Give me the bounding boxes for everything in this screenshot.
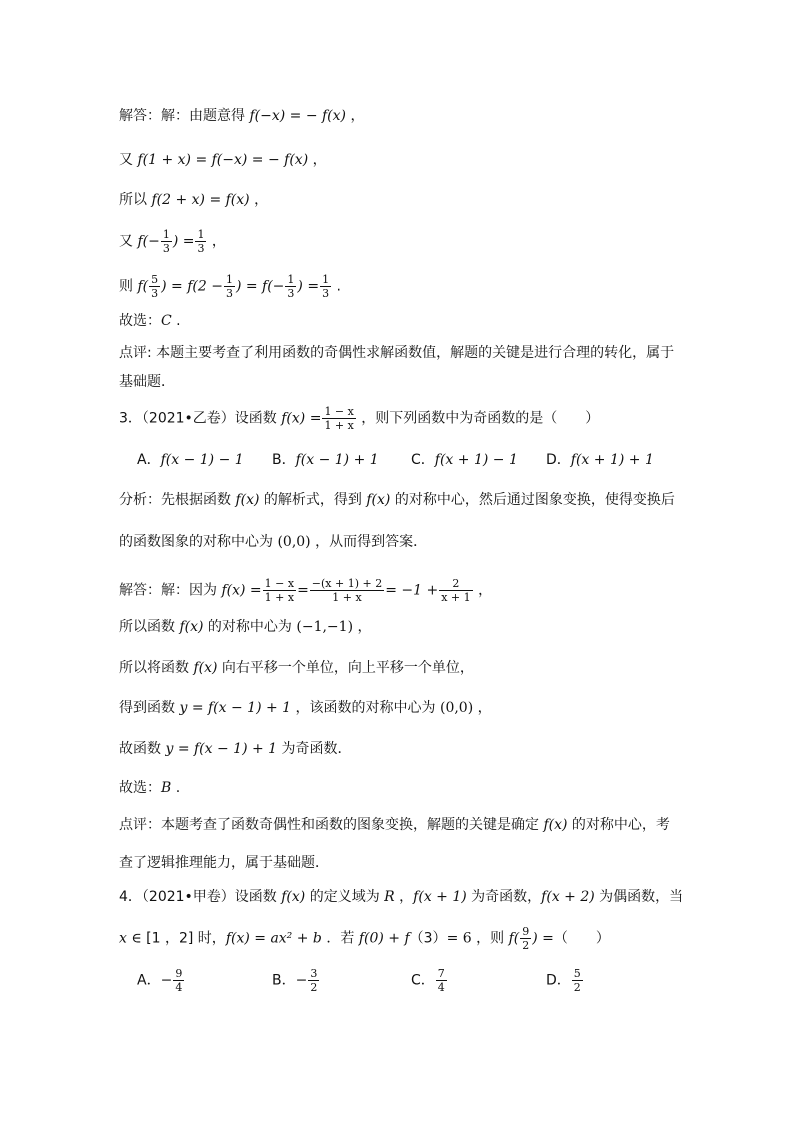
- comment-line-1: 点评: 本题主要考查了利用函数的奇偶性求解函数值，解题的关键是进行合理的转化，属于: [119, 345, 675, 361]
- solution-line-2: 又 f(1 + x) = f(−x) = − f(x) ，: [119, 152, 327, 168]
- solution-line-1: 解答：解：由题意得 f(−x) = − f(x) ，: [119, 108, 365, 124]
- q3-answer-line: 故选：B .: [119, 780, 181, 796]
- fraction: $\frac{5}{2}$: [573, 967, 581, 994]
- q3-option-d: D．f(x + 1) + 1: [546, 452, 654, 468]
- question-4-stem-line-1: 4．（2021•甲卷）设函数 f(x) 的定义域为 R ，f(x + 1) 为奇函数，f(x + 2) 为偶函数，当: [119, 889, 684, 905]
- question-3-stem: 3．（2021•乙卷）设函数 f(x) = $\frac{1 - x}{1 + x}$ ，则下列函数中为奇函数的是（ ）: [119, 405, 600, 432]
- fraction: $\frac{1}{3}$: [287, 273, 295, 300]
- q4-option-a: A．− $\frac{9}{4}$: [137, 967, 183, 994]
- answer-line: 故选：C .: [119, 313, 181, 329]
- q3-analysis-line-1: 分析：先根据函数 f(x) 的解析式，得到 f(x) 的对称中心，然后通过图象变换，使得变换后: [119, 492, 675, 508]
- fraction: $\frac{1 - x}{1 + x}$: [264, 577, 295, 604]
- fraction: $\frac{1}{3}$: [225, 273, 233, 300]
- q3-comment-line-2: 查了逻辑推理能力，属于基础题．: [119, 855, 329, 871]
- fraction: $\frac{2}{x + 1}$: [441, 577, 471, 604]
- fraction: $\frac{3}{2}$: [310, 967, 318, 994]
- solution-line-5: 则 f( $\frac{5}{3}$ ) = f(2 − $\frac{1}{3}$ ) = f(− $\frac{1}{3}$ ) = $\frac{1}{3}$ .: [119, 273, 341, 300]
- q3-analysis-line-2: 的函数图象的对称中心为 (0,0) ，从而得到答案．: [119, 534, 428, 550]
- q3-solution-line-2: 所以函数 f(x) 的对称中心为 (−1,−1) ，: [119, 619, 372, 635]
- q3-option-a: A．f(x − 1) − 1: [137, 452, 244, 468]
- q3-solution-line-3: 所以将函数 f(x) 向右平移一个单位，向上平移一个单位，: [119, 660, 474, 676]
- solution-line-4: 又 f(− $\frac{1}{3}$ ) = $\frac{1}{3}$ ，: [119, 228, 226, 255]
- q3-comment-line-1: 点评：本题考查了函数奇偶性和函数的图象变换，解题的关键是确定 f(x) 的对称中心，考: [119, 817, 670, 833]
- q3-option-c: C．f(x + 1) − 1: [411, 452, 518, 468]
- fraction: $\frac{7}{4}$: [437, 967, 445, 994]
- comment-line-2: 基础题．: [119, 374, 175, 390]
- q4-option-c: C． $\frac{7}{4}$: [411, 967, 445, 994]
- q4-option-d: D． $\frac{5}{2}$: [546, 967, 581, 994]
- fraction: $\frac{1}{3}$: [322, 273, 330, 300]
- fraction: $\frac{-(x + 1) + 2}{1 + x}$: [311, 577, 383, 604]
- q3-solution-line-1: 解答：解：因为 f(x) = $\frac{1 - x}{1 + x}$ = $\frac{-(x + 1) + 2}{1 + x}$ = −1 + $\frac{2}{x + 1}$ ，: [119, 577, 493, 604]
- fraction: $\frac{1 - x}{1 + x}$: [324, 405, 354, 432]
- fraction: $\frac{9}{2}$: [522, 925, 530, 952]
- fraction: $\frac{1}{3}$: [197, 228, 205, 255]
- question-4-stem-line-2: x ∈ [1 ，2] 时，f(x) = ax² + b ．若 f(0) + f（3）= 6 ，则 f( $\frac{9}{2}$ ) =（ ）: [119, 925, 610, 952]
- fraction: $\frac{9}{4}$: [175, 967, 183, 994]
- fraction: $\frac{1}{3}$: [162, 228, 170, 255]
- fraction: $\frac{5}{3}$: [151, 273, 159, 300]
- q3-solution-line-5: 故函数 y = f(x − 1) + 1 为奇函数．: [119, 741, 352, 757]
- q3-solution-line-4: 得到函数 y = f(x − 1) + 1 ，该函数的对称中心为 (0,0) ，: [119, 700, 492, 716]
- solution-line-3: 所以 f(2 + x) = f(x) ，: [119, 192, 269, 208]
- q3-option-b: B．f(x − 1) + 1: [272, 452, 379, 468]
- q4-option-b: B．− $\frac{3}{2}$: [272, 967, 318, 994]
